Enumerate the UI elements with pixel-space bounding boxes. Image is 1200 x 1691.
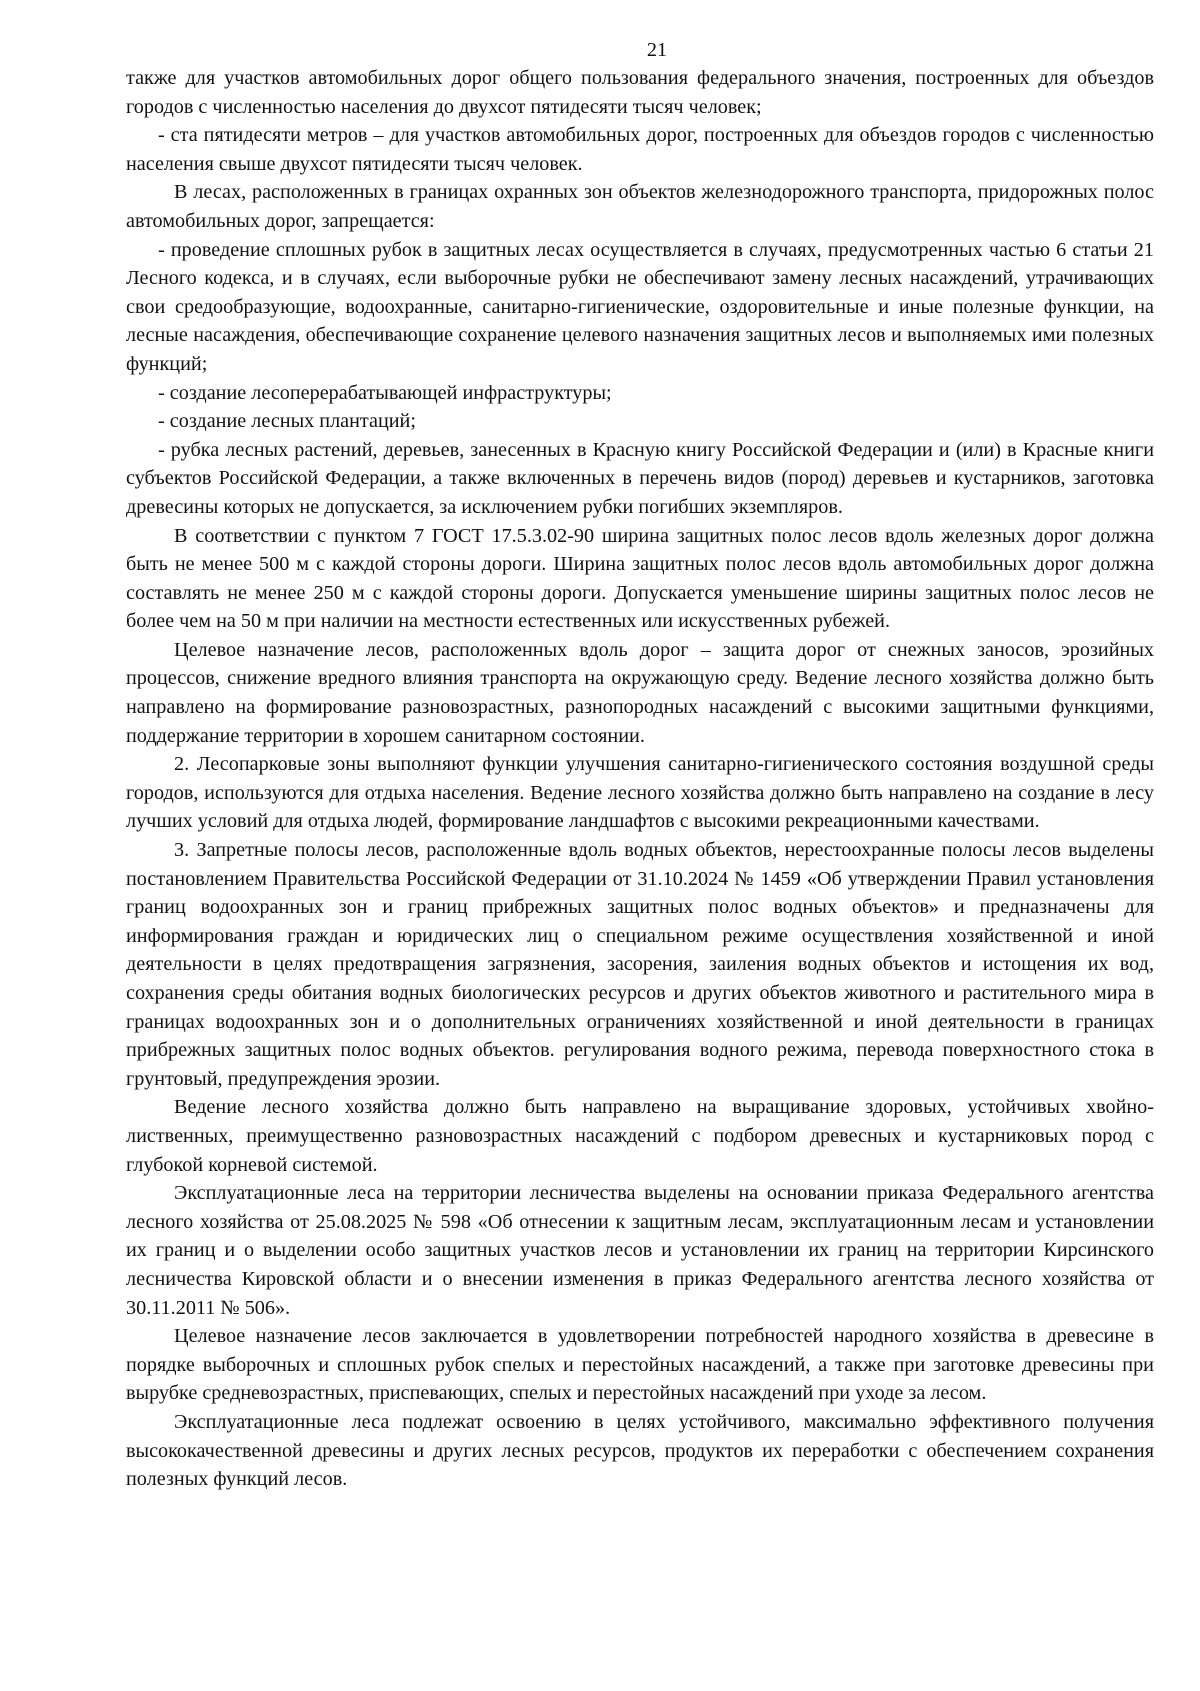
paragraph: 3. Запретные полосы лесов, расположенные вдоль водных объектов, нерестоохранные полосы лесов выделены постановлением Правительства Российской Федерации от 31.10.2024 № 1459 «Об утверждении Правил установления границ водоохранных зон и границ прибрежных защитных полос водных объектов» и предназначены для информирования граждан и юридических лиц о специальном режиме осуществления хозяйственной и иной деятельности в целях предотвращения загрязнения, засорения, заиления водных объектов и истощения их вод, сохранения среды обитания водных биологических ресурсов и других объектов животного и растительного мира в границах водоохранных зон и о дополнительных ограничениях хозяйственной и иной деятельности в границах прибрежных защитных полос водных объектов. регулирования водного режима, перевода поверхностного стока в грунтовый, предупреждения эрозии. bbox=[126, 839, 1154, 1090]
page-number: 21 bbox=[646, 39, 668, 61]
paragraph: Эксплуатационные леса подлежат освоению в целях устойчивого, максимально эффективного получения высококачественной древесины и других лесных ресурсов, продуктов их переработки с обеспечением сохранения полезных функций лесов. bbox=[126, 1410, 1154, 1491]
list-item: - проведение сплошных рубок в защитных лесах осуществляется в случаях, предусмотренных частью 6 статьи 21 Лесного кодекса, и в случаях, если выборочные рубки не обеспечивают замену лесных насаждений, утрачивающих свои средообразующие, водоохранные, санитарно-гигиенические, оздоровительные и иные полезные функции, на лесные насаждения, обеспечивающие сохранение целевого назначения защитных лесов и выполняемых ими полезных функций; bbox=[126, 238, 1154, 375]
list-item: - создание лесоперерабатывающей инфраструктуры; bbox=[158, 381, 612, 404]
paragraph: Эксплуатационные леса на территории лесничества выделены на основании приказа Федерального агентства лесного хозяйства от 25.08.2025 № 598 «Об отнесении к защитным лесам, эксплуатационным лесам и установлении их границ и о выделении особо защитных участков лесов и установлении их границ на территории Кирсинского лесничества Кировской области и о внесении изменения в приказ Федерального агентства лесного хозяйства от 30.11.2011 № 506». bbox=[126, 1182, 1154, 1319]
paragraph: также для участков автомобильных дорог общего пользования федерального значения, построенных для объездов городов с численностью населения до двухсот пятидесяти тысяч человек; bbox=[126, 67, 1154, 118]
paragraph: Целевое назначение лесов, расположенных вдоль дорог – защита дорог от снежных заносов, эрозийных процессов, снижение вредного влияния транспорта на окружающую среду. Ведение лесного хозяйства должно быть направлено на формирование разновозрастных, разнопородных насаждений с высокими защитными функциями, поддержание территории в хорошем санитарном состоянии. bbox=[126, 638, 1154, 747]
document-page bbox=[126, 36, 1154, 1676]
paragraph: В лесах, расположенных в границах охранных зон объектов железнодорожного транспорта, придорожных полос автомобильных дорог, запрещается: bbox=[126, 181, 1154, 232]
paragraph: 2. Лесопарковые зоны выполняют функции улучшения санитарно-гигиенического состояния воздушной среды городов, используются для отдыха населения. Ведение лесного хозяйства должно быть направлено на создание в лесу лучших условий для отдыха людей, формирование ландшафтов с высокими рекреационными качествами. bbox=[126, 753, 1154, 833]
paragraph: Ведение лесного хозяйства должно быть направлено на выращивание здоровых, устойчивых хвойно-лиственных, преимущественно разновозрастных насаждений с подбором древесных и кустарниковых пород с глубокой корневой системой. bbox=[126, 1096, 1154, 1176]
list-item: - создание лесных плантаций; bbox=[158, 410, 416, 433]
paragraph: В соответствии с пунктом 7 ГОСТ 17.5.3.02-90 ширина защитных полос лесов вдоль железных дорог должна быть не менее 500 м с каждой стороны дороги. Ширина защитных полос лесов вдоль автомобильных дорог должна составлять не менее 250 м с каждой стороны дороги. Допускается уменьшение ширины защитных полос лесов не более чем на 50 м при наличии на местности естественных или искусственных рубежей. bbox=[126, 524, 1154, 633]
list-item: - рубка лесных растений, деревьев, занесенных в Красную книгу Российской Федерации и (или) в Красные книги субъектов Российской Федерации, а также включенных в перечень видов (пород) деревьев и кустарников, заготовка древесины которых не допускается, за исключением рубки погибших экземпляров. bbox=[126, 438, 1154, 518]
list-item: - ста пятидесяти метров – для участков автомобильных дорог, построенных для объездов городов с численностью населения свыше двухсот пятидесяти тысяч человек. bbox=[126, 124, 1154, 175]
paragraph: Целевое назначение лесов заключается в удовлетворении потребностей народного хозяйства в древесине в порядке выборочных и сплошных рубок спелых и перестойных насаждений, а также при заготовке древесины при вырубке средневозрастных, приспевающих, спелых и перестойных насаждений при уходе за лесом. bbox=[126, 1325, 1154, 1405]
